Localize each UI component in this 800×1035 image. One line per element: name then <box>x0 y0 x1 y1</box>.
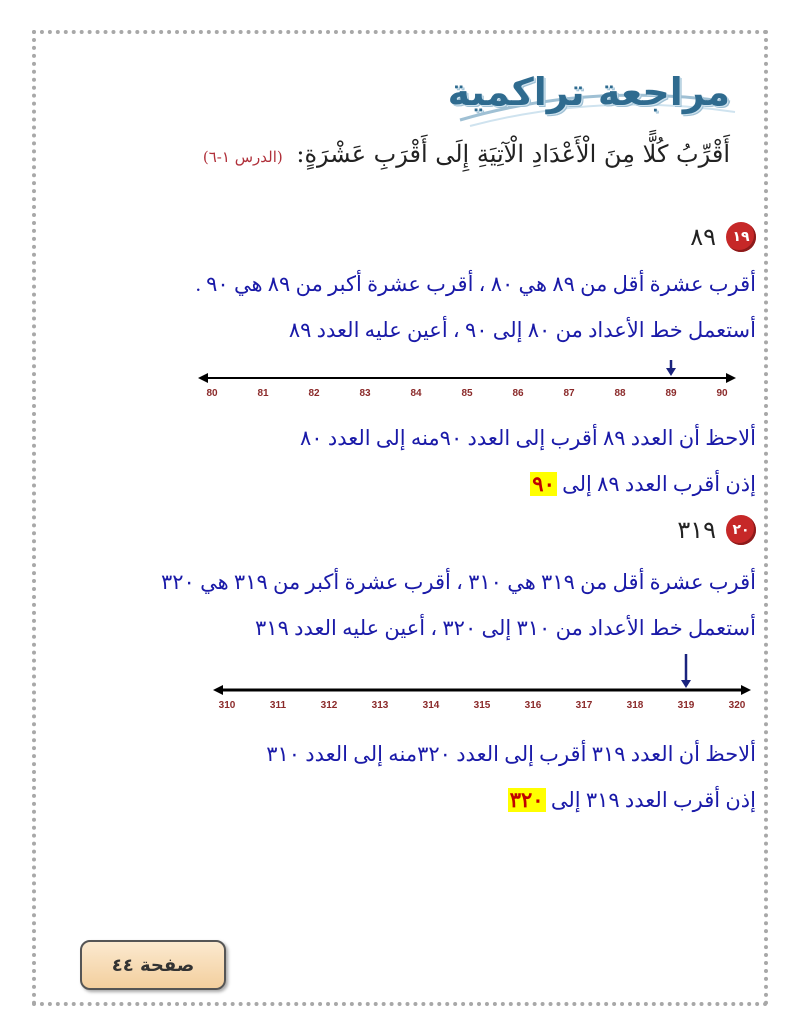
q19-line3: ألاحظ أن العدد ٨٩ أقرب إلى العدد ٩٠منه إلى العدد ٨٠ <box>300 426 756 450</box>
question-20-header <box>677 515 756 545</box>
instruction-text <box>90 140 730 168</box>
q20-line3: ألاحظ أن العدد ٣١٩ أقرب إلى العدد ٣٢٠منه إلى العدد ٣١٠ <box>266 742 756 766</box>
lesson-reference: (الدرس ١-٦) <box>202 148 283 166</box>
number-line-310-320 <box>205 652 765 717</box>
q19-answer-prefix: إذن أقرب العدد ٨٩ إلى <box>562 472 756 496</box>
tick-label: 319 <box>677 700 695 711</box>
q19-line1: أقرب عشرة أقل من ٨٩ هي ٨٠ ، أقرب عشرة أكبر من ٨٩ هي ٩٠ . <box>195 272 756 296</box>
tick-label: 85 <box>461 388 473 399</box>
question-number-319: ٣١٩ <box>677 516 716 544</box>
q20-answer-highlight: ٣٢٠ <box>509 788 544 812</box>
tick-label: 81 <box>257 388 269 399</box>
tick-label: 315 <box>473 700 491 711</box>
question-number-89: ٨٩ <box>690 223 716 251</box>
page-border <box>32 30 768 1006</box>
tick-label: 317 <box>575 700 593 711</box>
number-line-right-arrow <box>726 373 736 383</box>
tick-label: 86 <box>512 388 524 399</box>
instruction-main: أَقْرِّبُ كُلًّا مِنَ الْأَعْدَادِ الْآتِيَةِ إِلَى أَقْرَبِ عَشْرَةٍ: <box>296 140 730 168</box>
question-badge-19: ١٩ <box>726 222 756 252</box>
tick-label: 84 <box>410 388 422 399</box>
q20-line2: أستعمل خط الأعداد من ٣١٠ إلى ٣٢٠ ، أعين عليه العدد ٣١٩ <box>255 616 756 640</box>
tick-label: 313 <box>371 700 389 711</box>
tick-label: 318 <box>626 700 644 711</box>
marker-arrow-head <box>681 680 691 688</box>
q19-answer-line <box>530 472 756 497</box>
tick-label: 87 <box>563 388 575 399</box>
q20-answer-line <box>508 788 756 813</box>
number-line-80-90 <box>190 358 750 408</box>
q20-answer-prefix: إذن أقرب العدد ٣١٩ إلى <box>550 788 756 812</box>
number-line-right-arrow <box>741 685 751 695</box>
tick-label: 89 <box>665 388 677 399</box>
question-badge-20: ٢٠ <box>726 515 756 545</box>
q19-line2: أستعمل خط الأعداد من ٨٠ إلى ٩٠ ، أعين عليه العدد ٨٩ <box>288 318 756 342</box>
tick-label: 314 <box>422 700 440 711</box>
tick-label: 83 <box>359 388 371 399</box>
tick-label: 88 <box>614 388 626 399</box>
question-19-header <box>690 222 756 252</box>
tick-label: 320 <box>728 700 746 711</box>
number-line-left-arrow <box>198 373 208 383</box>
tick-label: 90 <box>716 388 728 399</box>
number-line-left-arrow <box>213 685 223 695</box>
tick-label: 310 <box>218 700 236 711</box>
page-title: مراجعة تراكمية <box>447 70 730 114</box>
tick-label: 311 <box>269 700 287 711</box>
tick-label: 312 <box>320 700 338 711</box>
tick-label: 316 <box>524 700 542 711</box>
tick-label: 80 <box>206 388 218 399</box>
q19-answer-highlight: ٩٠ <box>532 472 555 496</box>
marker-arrow-head <box>666 368 676 376</box>
page-number-box: صفحة ٤٤ <box>80 940 226 990</box>
q20-line1: أقرب عشرة أقل من ٣١٩ هي ٣١٠ ، أقرب عشرة أكبر من ٣١٩ هي ٣٢٠ <box>161 570 756 594</box>
tick-label: 82 <box>308 388 320 399</box>
